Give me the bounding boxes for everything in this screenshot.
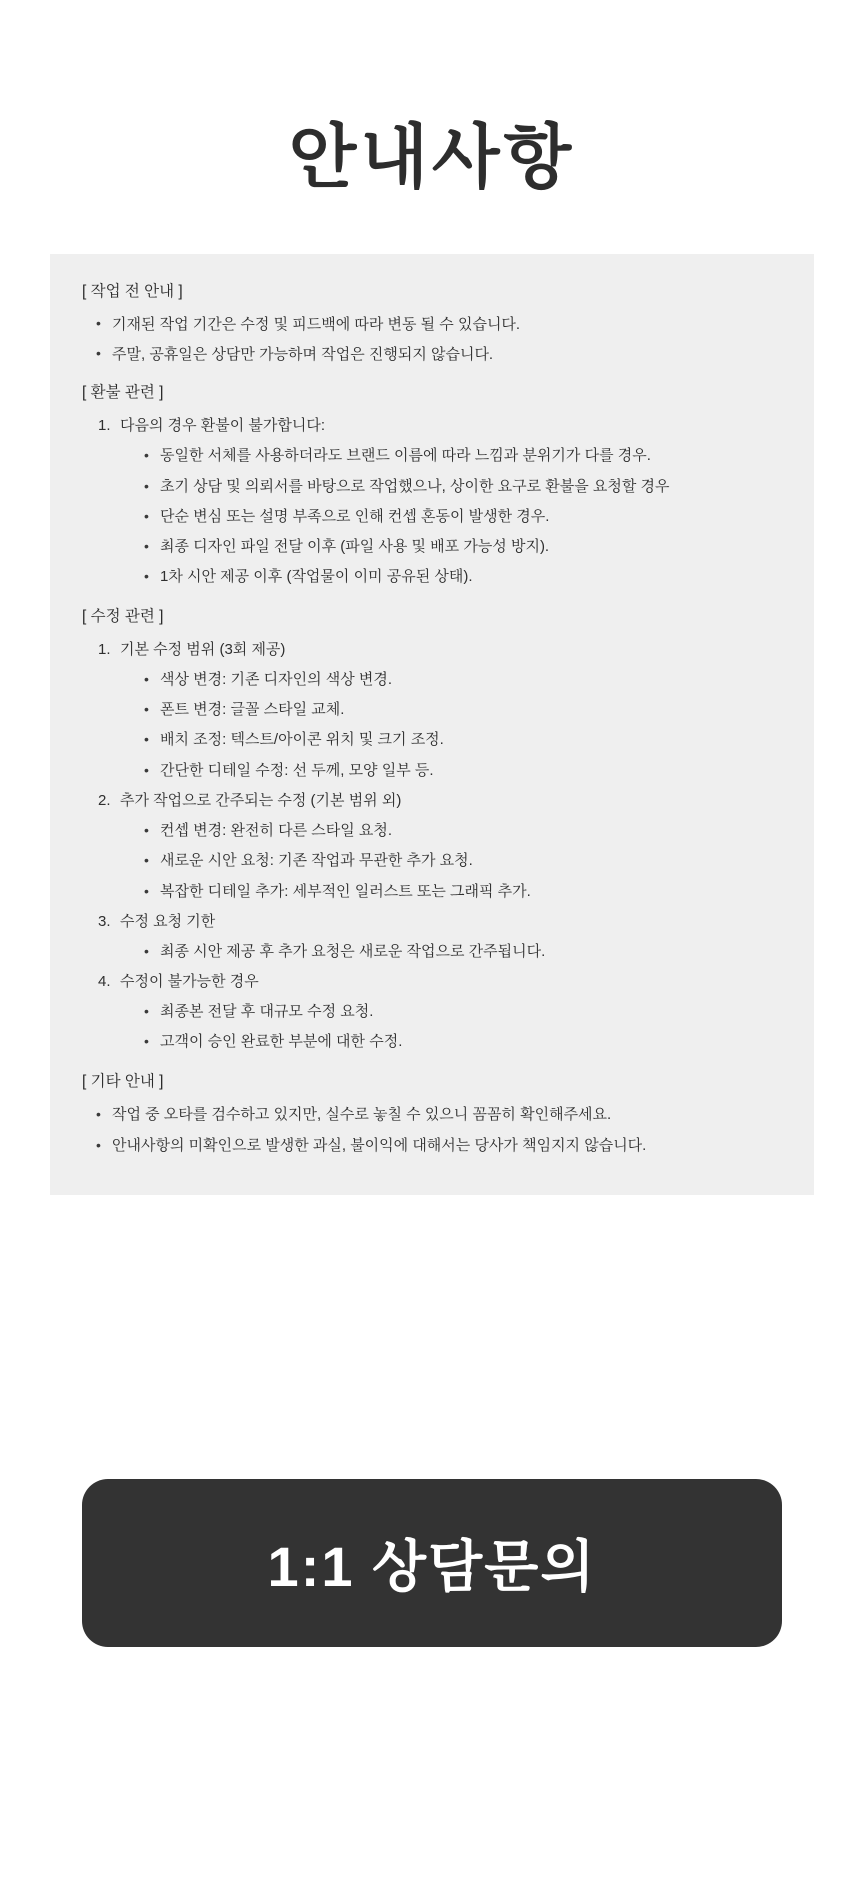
list-item — [98, 786, 786, 907]
section-heading-revision: [ 수정 관련 ] — [82, 607, 164, 625]
page-title: 안내사항 — [288, 117, 576, 196]
sub-bullet-list — [142, 997, 786, 1058]
section-heading-other: [ 기타 안내 ] — [82, 1072, 164, 1090]
list-item — [98, 967, 786, 1058]
list-item: • 최종 시안 제공 후 추가 요청은 새로운 작업으로 간주됩니다. — [142, 937, 786, 967]
numbered-list-revision — [98, 635, 786, 1058]
list-item-label: 수정이 불가능한 경우 — [120, 973, 259, 991]
cta-container — [0, 1479, 864, 1647]
sub-bullet-list — [142, 665, 786, 786]
list-item-label: 수정 요청 기한 — [120, 912, 216, 930]
list-item: • 주말, 공휴일은 상담만 가능하며 작업은 진행되지 않습니다. — [94, 340, 786, 370]
list-item: • 복잡한 디테일 추가: 세부적인 일러스트 또는 그래픽 추가. — [142, 877, 786, 907]
list-item: • 새로운 시안 요청: 기존 작업과 무관한 추가 요청. — [142, 846, 786, 876]
list-item: • 컨셉 변경: 완전히 다른 스타일 요청. — [142, 816, 786, 846]
sub-bullet-list — [142, 937, 786, 967]
list-item: • 최종본 전달 후 대규모 수정 요청. — [142, 997, 786, 1027]
list-item — [98, 411, 786, 592]
list-item: • 1차 시안 제공 이후 (작업물이 이미 공유된 상태). — [142, 562, 786, 592]
list-item: • 배치 조정: 텍스트/아이콘 위치 및 크기 조정. — [142, 725, 786, 755]
sub-bullet-list — [142, 441, 786, 592]
list-item: • 색상 변경: 기존 디자인의 색상 변경. — [142, 665, 786, 695]
list-item — [98, 635, 786, 786]
section-heading-pre-work: [ 작업 전 안내 ] — [82, 282, 183, 300]
bullet-list-pre-work — [94, 310, 786, 369]
list-item: • 고객이 승인 완료한 부분에 대한 수정. — [142, 1027, 786, 1057]
list-item-label: 추가 작업으로 간주되는 수정 (기본 범위 외) — [120, 791, 402, 809]
list-item: • 최종 디자인 파일 전달 이후 (파일 사용 및 배포 가능성 방지). — [142, 532, 786, 562]
list-item: • 초기 상담 및 의뢰서를 바탕으로 작업했으나, 상이한 요구로 환불을 요청할 경우 — [142, 472, 786, 502]
list-item — [98, 907, 786, 967]
list-item: • 작업 중 오타를 검수하고 있지만, 실수로 놓칠 수 있으니 꼼꼼히 확인해주세요. — [94, 1100, 786, 1131]
section-heading-refund: [ 환불 관련 ] — [82, 384, 164, 402]
list-item: • 간단한 디테일 수정: 선 두께, 모양 일부 등. — [142, 756, 786, 786]
notice-page — [0, 47, 864, 1892]
notice-panel — [50, 254, 814, 1195]
list-item: • 기재된 작업 기간은 수정 및 피드백에 따라 변동 될 수 있습니다. — [94, 310, 786, 340]
numbered-list-refund — [98, 411, 786, 592]
list-item: • 안내사항의 미확인으로 발생한 과실, 불이익에 대해서는 당사가 책임지지 않습니다. — [94, 1131, 786, 1162]
list-item-label: 다음의 경우 환불이 불가합니다: — [120, 417, 326, 435]
list-item: • 폰트 변경: 글꼴 스타일 교체. — [142, 695, 786, 725]
consultation-button[interactable]: 1:1 상담문의 — [82, 1479, 782, 1647]
bullet-list-other — [94, 1100, 786, 1162]
sub-bullet-list — [142, 816, 786, 907]
list-item-label: 기본 수정 범위 (3회 제공) — [120, 640, 286, 658]
list-item: • 동일한 서체를 사용하더라도 브랜드 이름에 따라 느낌과 분위기가 다를 경우. — [142, 441, 786, 471]
list-item: • 단순 변심 또는 설명 부족으로 인해 컨셉 혼동이 발생한 경우. — [142, 502, 786, 532]
